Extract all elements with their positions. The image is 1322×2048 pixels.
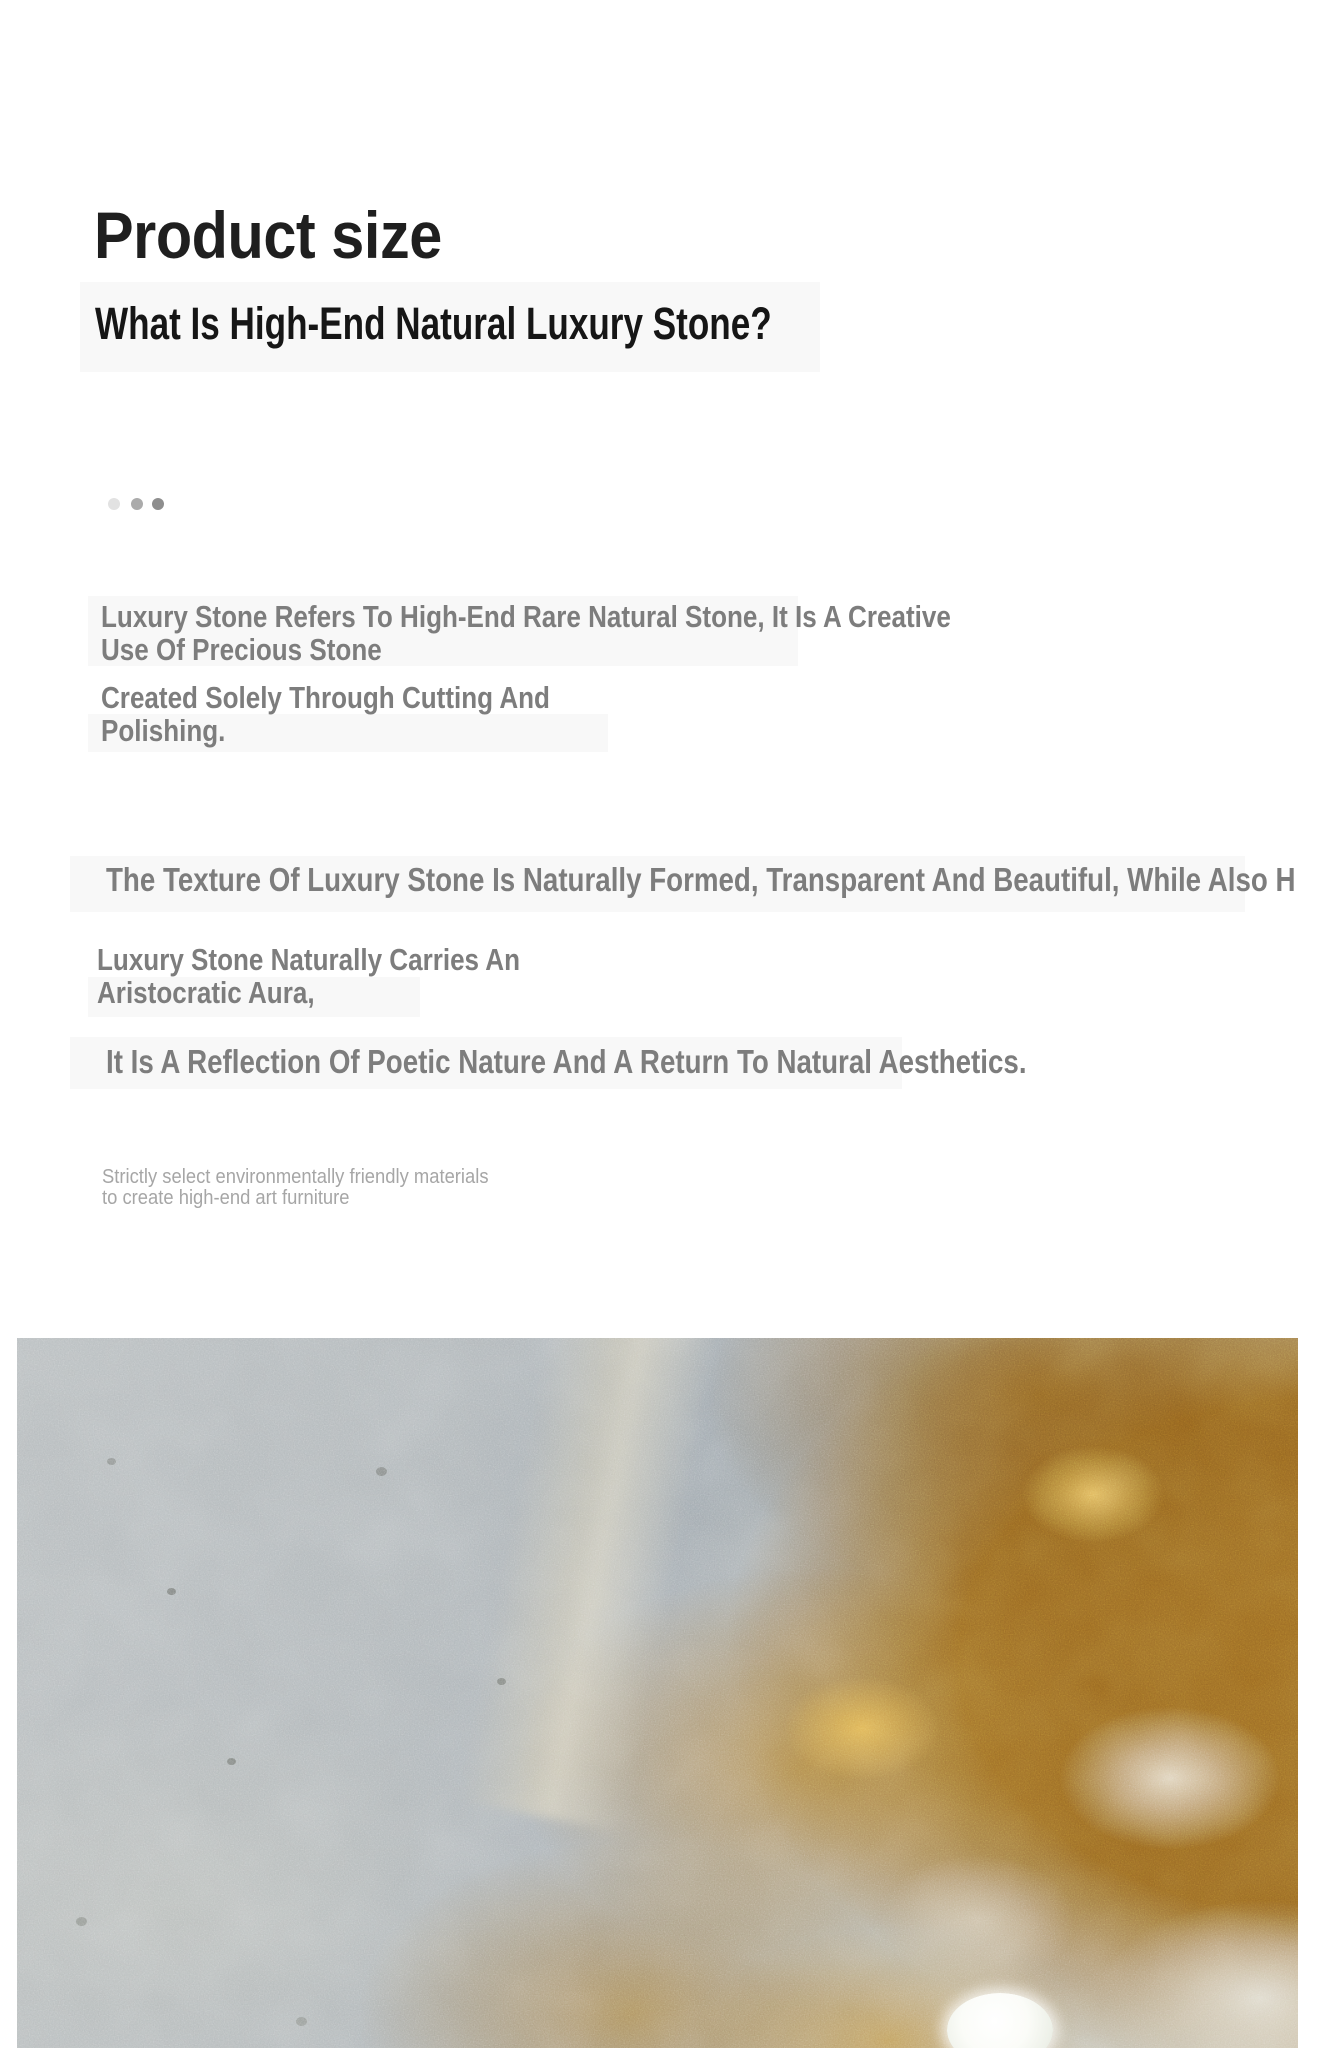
paragraph-1-line-2: Use Of Precious Stone (101, 632, 382, 667)
paragraph-1-line-1: Luxury Stone Refers To High-End Rare Natural Stone, It Is A Creative (101, 599, 951, 634)
materials-note-line-1: Strictly select environmentally friendly materials (102, 1166, 489, 1188)
paragraph-4-line-1: Luxury Stone Naturally Carries An (97, 942, 521, 977)
paragraph-2-line-2: Polishing. (101, 713, 226, 748)
paragraph-4 (97, 943, 520, 1009)
paragraph-2-line-1: Created Solely Through Cutting And (101, 680, 550, 715)
stone-grain-texture (17, 1338, 1298, 2048)
subheading: What Is High-End Natural Luxury Stone? (95, 298, 772, 349)
paragraph-5: It Is A Reflection Of Poetic Nature And A Return To Natural Aesthetics. (106, 1043, 1027, 1080)
stone-texture-image (17, 1338, 1298, 2048)
materials-note (102, 1167, 489, 1209)
paragraph-3: The Texture Of Luxury Stone Is Naturally Formed, Transparent And Beautiful, While Also H (106, 861, 1296, 898)
paragraph-4-line-2: Aristocratic Aura, (97, 975, 315, 1010)
carousel-dot-1[interactable] (108, 498, 120, 510)
materials-note-line-2: to create high-end art furniture (102, 1187, 350, 1209)
carousel-dot-3[interactable] (152, 498, 164, 510)
paragraph-1 (101, 600, 951, 666)
paragraph-2 (101, 681, 550, 747)
page-title: Product size (94, 198, 442, 272)
carousel-dot-2[interactable] (131, 498, 143, 510)
